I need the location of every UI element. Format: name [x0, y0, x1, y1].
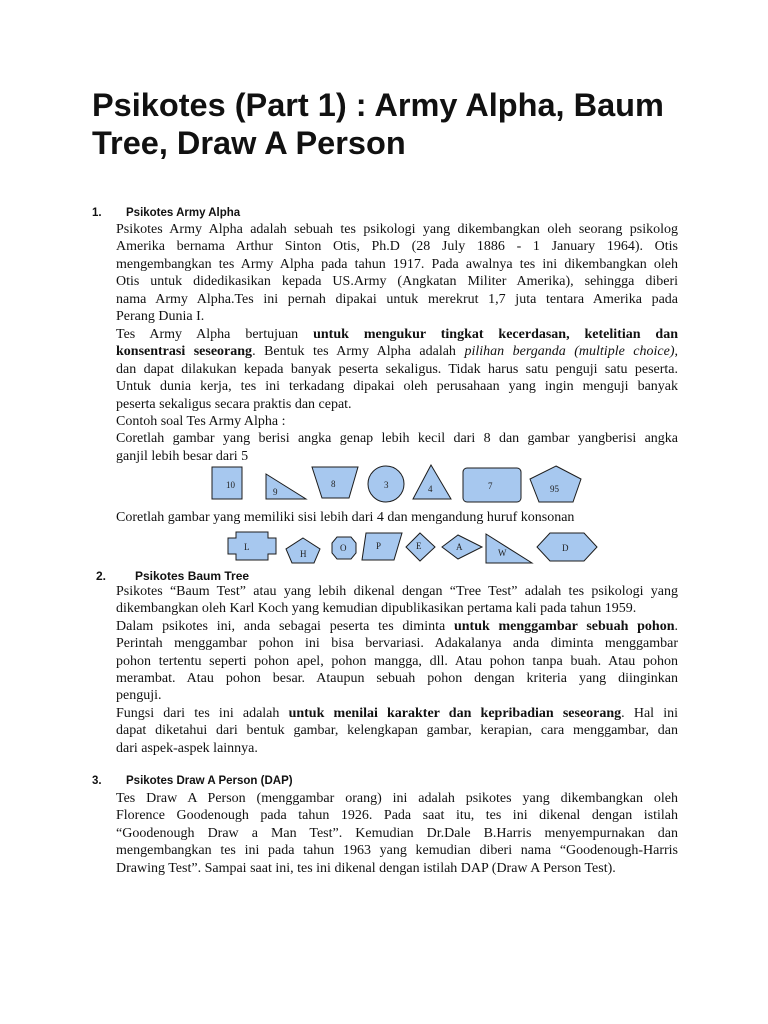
- shape-row-2: [0, 526, 768, 566]
- shape-square: [212, 467, 242, 499]
- army-alpha-purpose-paragraph: Tes Army Alpha bertujuan untuk mengukur tingkat kecerdasan, ketelitian dan konsentrasi seseorang. Bentuk tes Army Alpha adalah pilihan berganda (multiple choice), dan dapat dilakukan kepada banyak peserta sekaligus. Tidak harus satu penguji satu peserta. Untuk dunia kerja, tes ini terkadang dipakai oleh perusahaan yang ingin menguji banyak peserta sekaligus secara praktis dan cepat. Contoh soal Tes Army Alpha : Coretlah gambar yang berisi angka genap lebih kecil dari 8 dan gambar yangberisi angka ganjil lebih besar dari 5: [116, 327, 678, 464]
- shape-label: 4: [428, 484, 433, 494]
- shape-label: 95: [550, 484, 559, 494]
- shape-trapezoid: [312, 467, 358, 498]
- shape-label: E: [416, 541, 422, 551]
- shape-right-triangle: [266, 474, 306, 499]
- shape-parallelogram: [362, 533, 402, 560]
- shape-pentagon: [530, 466, 581, 502]
- shape-octagon: [332, 537, 356, 559]
- section-title: Psikotes Draw A Person (DAP): [126, 775, 293, 787]
- shape-rounded-rectangle: [463, 468, 521, 502]
- section-number: 3.: [92, 775, 102, 787]
- shape-right-triangle: [486, 534, 532, 563]
- shape-kite: [406, 533, 435, 561]
- shape-label: O: [340, 543, 347, 553]
- shape-label: 7: [488, 481, 493, 491]
- question-2-text: Coretlah gambar yang memiliki sisi lebih dari 4 dan mengandung huruf konsonan: [116, 510, 575, 525]
- example-label: Contoh soal Tes Army Alpha :: [116, 414, 286, 430]
- shape-label: H: [300, 549, 307, 559]
- army-alpha-intro-paragraph: Psikotes Army Alpha adalah sebuah tes psikologi yang dikembangkan oleh seorang psikolog Amerika bernama Arthur Sinton Otis, Ph.D (28 July 1886 - 1 January 1964). Otis mengembangkan tes Army Alpha pada tahun 1917. Pada awalnya tes ini dikembangkan oleh Otis untuk didedikasikan kepada US.Army (Angkatan Militer Amerika), sehingga diberi nama Army Alpha.Tes ini pernah dipakai untuk merekrut 1,7 juta tentara Amerika pada Perang Dunia I.: [116, 222, 678, 325]
- shape-hexagon: [537, 533, 597, 561]
- shape-label: D: [562, 543, 569, 553]
- page-title: Psikotes (Part 1) : Army Alpha, Baum Tree, Draw A Person: [92, 87, 664, 161]
- shape-cross: [228, 532, 276, 560]
- shape-label: 3: [384, 480, 389, 490]
- shape-circle: [368, 466, 404, 502]
- baum-tree-intro-paragraph: Psikotes “Baum Test” atau yang lebih dikenal dengan “Tree Test” adalah tes psikologi yang dikembangkan oleh Karl Koch yang kemudian dipublikasikan pertama kali pada tahun 1959. Dalam psikotes ini, anda sebagai peserta tes diminta untuk menggambar sebuah pohon. Perintah menggambar pohon ini bisa bervariasi. Adakalanya anda diminta menggambar pohon tertentu seperti pohon apel, pohon mangga, dll. Atau pohon tanpa buah. Atau pohon merambat. Atau pohon besar. Ataupun sebuah pohon dengan kriteria yang diinginkan penguji. Fungsi dari tes ini adalah untuk menilai karakter dan kepribadian seseorang. Hal ini dapat diketahui dari bentuk gambar, kelengkapan gambar, kerapian, cara menggambar, dan dari aspek-aspek lainnya.: [116, 584, 678, 756]
- shape-label: A: [456, 542, 463, 552]
- section-number: 2.: [96, 569, 107, 583]
- shape-label: L: [244, 542, 250, 552]
- purpose-intro-text: Tes Army Alpha bertujuan: [116, 327, 299, 342]
- draw-a-person-paragraph: Tes Draw A Person (menggambar orang) ini adalah psikotes yang dikembangkan oleh Florence Goodenough pada tahun 1926. Pada saat itu, tes ini dikenal dengan istilah “Goodenough Draw a Man Test”. Kemudian Dr.Dale B.Harris menyempurnakan dan mengembangkan tes ini pada tahun 1963 yang kemudian diberi nama “Goodenough-Harris Drawing Test”. Sampai saat ini, tes ini dikenal dengan istilah DAP (Draw A Person Test).: [116, 791, 678, 876]
- shape-triangle: [413, 465, 451, 499]
- shape-label: 9: [273, 487, 278, 497]
- section-title: Psikotes Army Alpha: [126, 207, 241, 219]
- shape-diamond: [442, 535, 482, 559]
- section-title: Psikotes Baum Tree: [135, 569, 250, 583]
- shape-label: 8: [331, 479, 336, 489]
- shape-label: 10: [226, 480, 235, 490]
- shape-label: P: [376, 541, 382, 551]
- shape-label: W: [498, 548, 507, 558]
- section-heading-draw-a-person: [92, 775, 392, 791]
- shape-pentagon: [286, 538, 320, 563]
- section-number: 1.: [92, 207, 102, 219]
- shape-row-1: [0, 460, 768, 510]
